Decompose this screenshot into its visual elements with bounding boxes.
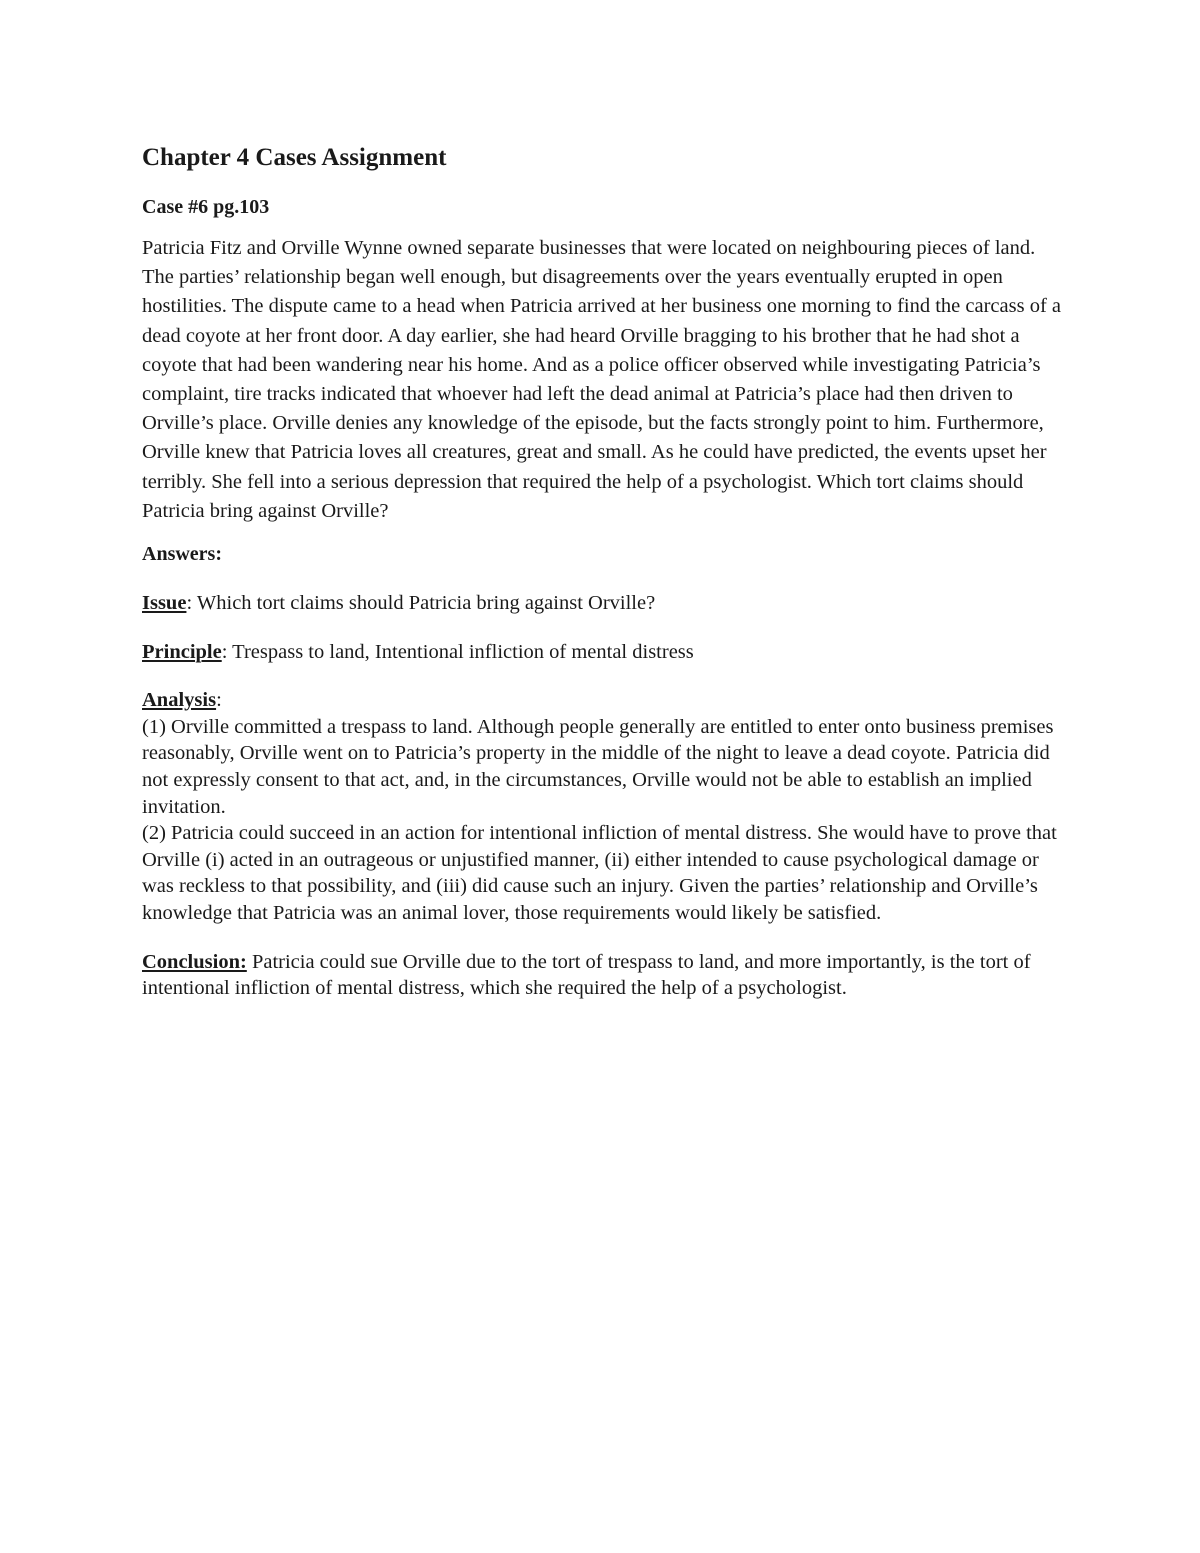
document-page: [142, 138, 1067, 1002]
conclusion-section: [142, 949, 1067, 1002]
principle-label: Principle: [142, 640, 222, 663]
analysis-section: [142, 687, 1067, 926]
answers-heading: Answers:: [142, 543, 222, 566]
analysis-item-1: (1) Orville committed a trespass to land. Although people generally are entitled to enter onto business premises reasonably, Orville went on to Patricia’s property in the middle of the night to leave a dead coyote. Patricia did not expressly consent to that act, and, in the circumstances, Orville would not be able to establish an implied invitation.: [142, 715, 1054, 818]
analysis-separator: :: [216, 689, 222, 712]
principle-separator: :: [221, 640, 228, 663]
analysis-label: Analysis: [142, 689, 217, 712]
issue-label: Issue: [142, 592, 187, 615]
issue-separator: :: [186, 592, 193, 615]
issue-section: [142, 590, 1067, 617]
case-heading: Case #6 pg.103: [142, 196, 270, 218]
conclusion-label: Conclusion:: [142, 950, 247, 973]
case-description: Patricia Fitz and Orville Wynne owned separate businesses that were located on neighbouring pieces of land. The parties’ relationship began well enough, but disagreements over the years eventually erupted in open hostilities. The dispute came to a head when Patricia arrived at her business one morning to find the carcass of a dead coyote at her front door. A day earlier, she had heard Orville bragging to his brother that he had shot a coyote that had been wandering near his home. And as a police officer observed while investigating Patricia’s complaint, tire tracks indicated that whoever had left the dead animal at Patricia’s place had then driven to Orville’s place. Orville denies any knowledge of the episode, but the facts strongly point to him. Furthermore, Orville knew that Patricia loves all creatures, great and small. As he could have predicted, the events upset her terribly. She fell into a serious depression that required the help of a psychologist. Which tort claims should Patricia bring against Orville?: [142, 237, 1061, 522]
conclusion-text: Patricia could sue Orville due to the tort of trespass to land, and more importantly, is the tort of intentional infliction of mental distress, which she required the help of a psychologist.: [142, 950, 1031, 1000]
document-title: Chapter 4 Cases Assignment: [142, 144, 447, 171]
analysis-heading: [142, 687, 1067, 714]
principle-text: Trespass to land, Intentional infliction of mental distress: [227, 640, 694, 663]
principle-section: [142, 639, 1067, 666]
analysis-item-2: (2) Patricia could succeed in an action for intentional infliction of mental distress. She would have to prove that Orville (i) acted in an outrageous or unjustified manner, (ii) either intended to cause psychological damage or was reckless to that possibility, and (iii) did cause such an injury. Given the parties’ relationship and Orville’s knowledge that Patricia was an animal lover, those requirements would likely be satisfied.: [142, 822, 1057, 924]
issue-text: Which tort claims should Patricia bring against Orville?: [192, 592, 656, 615]
analysis-list: [142, 714, 1067, 927]
